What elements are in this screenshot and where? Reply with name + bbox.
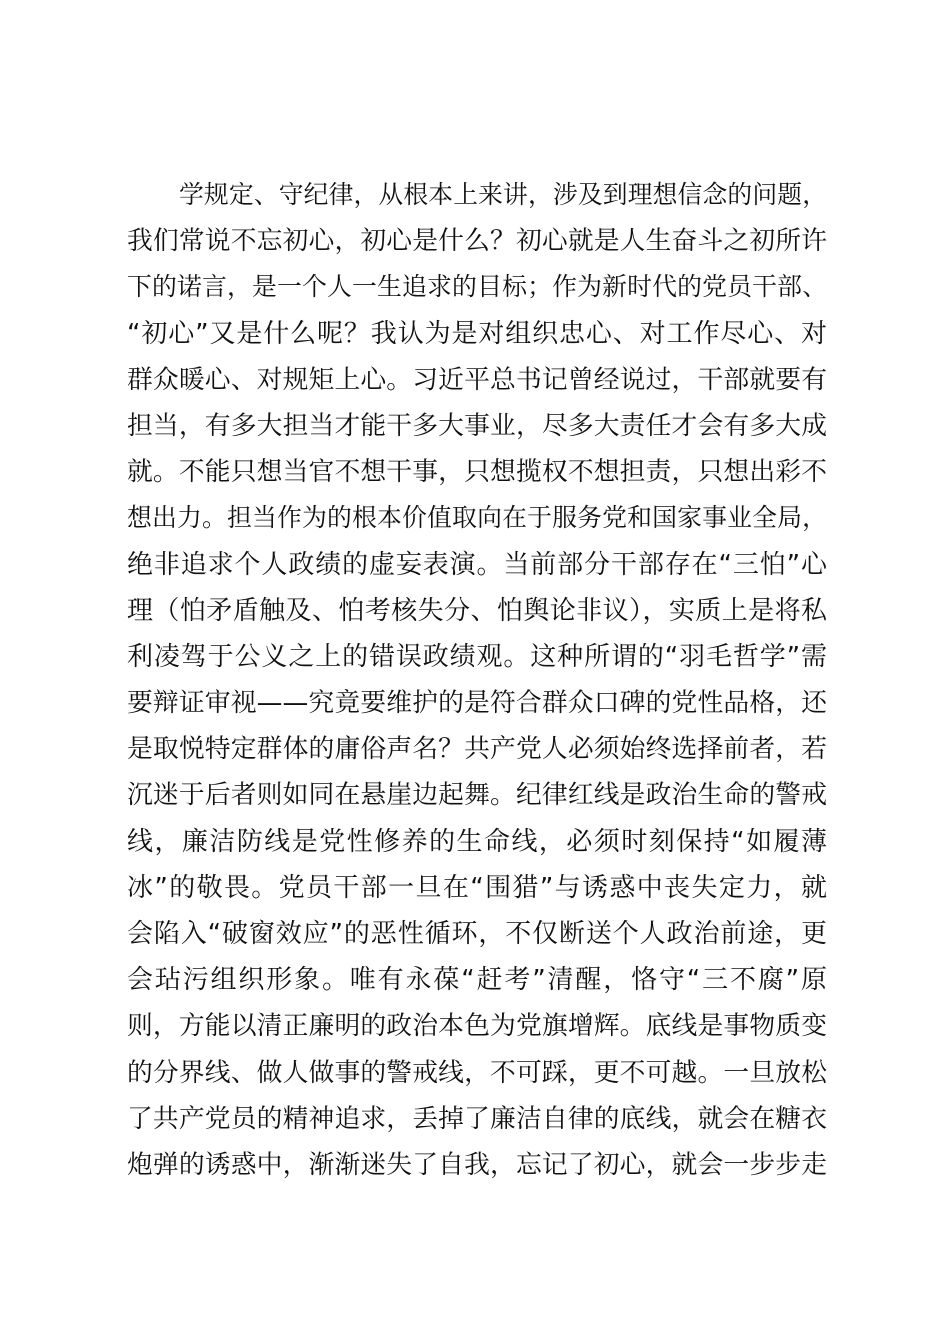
paragraph-line-17: 会陷入“破窗效应”的恶性循环，不仅断送个人政治前途，更	[127, 919, 827, 949]
paragraph-line-21: 了共产党员的精神追求，丢掉了廉洁自律的底线，就会在糖衣	[127, 1103, 827, 1134]
paragraph-line-18: 会玷污组织形象。唯有永葆“赶考”清醒，恪守“三不腐”原	[127, 965, 827, 996]
paragraph-line-20: 的分界线、做人做事的警戒线，不可踩，更不可越。一旦放松	[127, 1057, 827, 1088]
paragraph-line-13: 是取悦特定群体的庸俗声名？共产党人必须始终选择前者，若	[127, 734, 827, 765]
paragraph-line-1: 学规定、守纪律，从根本上来讲，涉及到理想信念的问题，	[179, 180, 827, 209]
paragraph-line-2: 我们常说不忘初心，初心是什么？初心就是人生奋斗之初所许	[127, 226, 827, 257]
body-paragraph	[127, 172, 827, 1188]
paragraph-line-3: 下的诺言，是一个人一生追求的目标；作为新时代的党员干部、	[127, 272, 827, 302]
paragraph-line-15: 线，廉洁防线是党性修养的生命线，必须时刻保持“如履薄	[127, 826, 827, 857]
paragraph-line-6: 担当，有多大担当才能干多大事业，尽多大责任才会有多大成	[127, 410, 827, 441]
paragraph-line-12: 要辩证审视——究竟要维护的是符合群众口碑的党性品格，还	[127, 688, 827, 719]
paragraph-line-16: 冰”的敬畏。党员干部一旦在“围猎”与诱惑中丧失定力，就	[127, 872, 827, 903]
paragraph-line-19: 则，方能以清正廉明的政治本色为党旗增辉。底线是事物质变	[127, 1011, 827, 1042]
paragraph-line-14: 沉迷于后者则如同在悬崖边起舞。纪律红线是政治生命的警戒	[127, 780, 827, 811]
paragraph-line-8: 想出力。担当作为的根本价值取向在于服务党和国家事业全局，	[127, 503, 827, 533]
paragraph-line-10: 理（怕矛盾触及、怕考核失分、怕舆论非议），实质上是将私	[127, 595, 827, 626]
paragraph-line-11: 利凌驾于公义之上的错误政绩观。这种所谓的“羽毛哲学”需	[127, 641, 827, 672]
paragraph-line-4: “初心”又是什么呢？我认为是对组织忠心、对工作尽心、对	[127, 318, 827, 349]
paragraph-line-5: 群众暖心、对规矩上心。习近平总书记曾经说过，干部就要有	[127, 364, 827, 395]
paragraph-line-7: 就。不能只想当官不想干事，只想揽权不想担责，只想出彩不	[127, 457, 827, 488]
paragraph-line-9: 绝非追求个人政绩的虚妄表演。当前部分干部存在“三怕”心	[127, 549, 827, 580]
paragraph-line-22: 炮弹的诱惑中，渐渐迷失了自我，忘记了初心，就会一步步走	[127, 1149, 827, 1180]
